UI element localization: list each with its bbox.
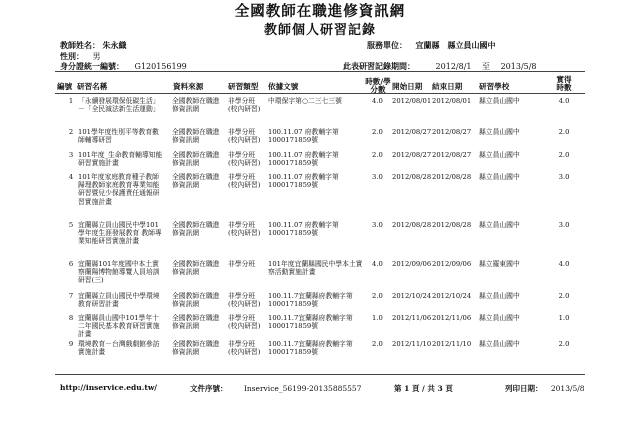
cell-end: 2012/10/24 — [432, 292, 472, 300]
header-start: 開始日期 — [392, 82, 423, 91]
document-subtitle: 教師個人研習記錄 — [263, 23, 376, 38]
cell-hours: 4.0 — [372, 97, 383, 105]
cell-type: 非學分班(校內研習) — [228, 292, 261, 309]
cell-start: 2012/09/06 — [392, 260, 432, 268]
cell-no: 4 — [68, 173, 74, 181]
cell-end: 2012/09/06 — [432, 260, 472, 268]
cell-type: 非學分班 — [228, 260, 256, 268]
cell-actual: 2.0 — [558, 151, 570, 159]
header-hours: 時數/學分數 — [365, 77, 391, 94]
cell-actual: 3.0 — [558, 173, 570, 181]
cell-course: 「永續發展環保低碳生活」－「全民減法新生活運動」 — [78, 97, 160, 114]
cell-source: 全國教師在職進修資訊網 — [172, 221, 220, 238]
cell-hours: 2.0 — [372, 151, 383, 159]
teacher-name-value: 朱永織 — [102, 40, 127, 50]
cell-type: 非學分班(校內研習) — [228, 151, 261, 168]
cell-hours: 2.0 — [372, 128, 383, 136]
cell-start: 2012/08/28 — [392, 173, 432, 181]
header-no: 編號 — [57, 82, 73, 91]
footer-print-value: 2013/5/8 — [550, 384, 585, 393]
cell-source: 全國教師在職進修資訊網 — [172, 314, 220, 331]
header-actual: 實得時數 — [556, 75, 572, 92]
cell-doc-no: 100.11.07 府教輔字第1000171859號 — [268, 151, 339, 168]
cell-end: 2012/08/27 — [432, 151, 472, 159]
period-to: 2013/5/8 — [500, 62, 537, 71]
gender-value: 男 — [92, 52, 101, 61]
cell-source: 全國教師在職進修資訊網 — [172, 173, 220, 190]
cell-hours: 1.0 — [372, 314, 383, 322]
header-source: 資料來源 — [173, 82, 204, 91]
cell-school: 縣立員山國中 — [479, 340, 520, 348]
cell-hours: 3.0 — [372, 173, 383, 181]
cell-hours: 2.0 — [372, 340, 383, 348]
cell-no: 3 — [68, 151, 74, 159]
cell-course: 101年度家庭教育種子教師歸理教師家庭教育專業知能研習暨兒少保護責任通報研習實施計畫 — [78, 173, 160, 206]
period-to-label: 至 — [482, 62, 491, 71]
cell-source: 全國教師在職進修資訊網 — [172, 128, 220, 145]
cell-start: 2012/10/24 — [392, 292, 432, 300]
cell-start: 2012/08/28 — [392, 221, 432, 229]
cell-type: 非學分班(校內研習) — [228, 173, 261, 190]
cell-course: 宜蘭縣員山國中101學年十二年國民基本教育研習實施計畫 — [78, 314, 160, 339]
footer-docno-value: Inservice_56199-20135885557 — [243, 384, 362, 393]
cell-course: 宜蘭縣101年度國中本土實察蘭陽博物館導覽人員培訓研習(三) — [78, 260, 160, 285]
cell-actual: 2.0 — [558, 292, 570, 300]
cell-type: 非學分班(校內研習) — [228, 221, 261, 238]
service-unit — [367, 40, 496, 51]
cell-doc-no: 100.11.7宜蘭縣府教輔字第1000171859號 — [268, 292, 353, 309]
cell-end: 2012/08/01 — [432, 97, 472, 105]
cell-end: 2012/08/28 — [432, 173, 472, 181]
cell-start: 2012/11/10 — [392, 340, 432, 348]
cell-school: 縣立員山國中 — [479, 292, 520, 300]
period-label: 此表研習記錄期間： — [343, 61, 415, 71]
cell-no: 8 — [68, 314, 74, 322]
cell-start: 2012/11/06 — [392, 314, 432, 322]
cell-school: 縣立員山國中 — [479, 128, 520, 136]
cell-source: 全國教師在職進修資訊網 — [172, 292, 220, 309]
cell-school: 縣立員山國中 — [479, 151, 520, 159]
cell-type: 非學分班(校內研習) — [228, 128, 261, 145]
cell-course: 環境教育－台灣戲劇館參訪實施計畫 — [78, 340, 160, 357]
cell-actual: 2.0 — [558, 340, 570, 348]
cell-doc-no: 101年度宜蘭縣國民中學本土實察活動實施計畫 — [268, 260, 363, 277]
cell-actual: 3.0 — [558, 221, 570, 229]
header-end: 結束日期 — [432, 82, 463, 91]
cell-actual: 4.0 — [558, 260, 570, 268]
cell-start: 2012/08/27 — [392, 151, 432, 159]
footer-url: http://inservice.edu.tw/ — [60, 383, 158, 392]
gender-label: 性別： — [60, 51, 84, 61]
cell-doc-no: 100.11.7宜蘭縣府教輔字第1000171859號 — [268, 340, 353, 357]
cell-start: 2012/08/01 — [392, 97, 432, 105]
cell-hours: 2.0 — [372, 292, 383, 300]
cell-no: 9 — [68, 340, 74, 348]
cell-start: 2012/08/27 — [392, 128, 432, 136]
cell-school: 縣立羅東國中 — [479, 260, 520, 268]
cell-doc-no: 100.11.07 府教輔字第1000171859號 — [268, 173, 339, 190]
cell-no: 1 — [68, 97, 74, 105]
cell-type: 非學分班(校內研習) — [228, 314, 261, 331]
footer-docno — [190, 383, 361, 394]
cell-school: 縣立員山國中 — [479, 314, 520, 322]
cell-type: 非學分班(校內研習) — [228, 97, 261, 114]
service-unit-value: 宜蘭縣 縣立員山國中 — [415, 40, 496, 50]
cell-doc-no: 100.11.7宜蘭縣府教輔字第1000171859號 — [268, 314, 353, 331]
cell-course: 101學年度性別平等教育數師輔導研習 — [78, 128, 159, 145]
header-course: 研習名稱 — [77, 82, 108, 91]
cell-actual: 1.0 — [558, 314, 570, 322]
cell-no: 7 — [68, 292, 74, 300]
cell-school: 縣立員山國中 — [479, 97, 520, 105]
teacher-name-label: 教師姓名： — [60, 40, 100, 50]
footer-print-label: 列印日期： — [505, 384, 543, 393]
footer-print-date — [505, 383, 585, 394]
cell-no: 2 — [68, 128, 74, 136]
header-school: 研習學校 — [479, 82, 510, 91]
id-label: 身分證統一編號： — [60, 61, 124, 71]
cell-course: 101年度_生命教育輔導知能研習實施計畫 — [78, 151, 163, 168]
cell-course: 宜蘭縣立員山國民中學環境教育研習計畫 — [78, 292, 160, 309]
divider-header — [55, 93, 585, 94]
cell-source: 全國教師在職進修資訊網 — [172, 97, 220, 114]
cell-end: 2012/08/27 — [432, 128, 472, 136]
cell-hours: 4.0 — [372, 260, 383, 268]
cell-no: 6 — [68, 260, 74, 268]
cell-end: 2012/11/10 — [432, 340, 472, 348]
footer-docno-label: 文件序號： — [190, 384, 228, 393]
divider-bottom — [55, 374, 585, 375]
divider-top — [55, 71, 585, 72]
document-title: 全國教師在職進修資訊網 — [234, 3, 406, 20]
header-type: 研習類型 — [228, 82, 259, 91]
cell-no: 5 — [68, 221, 74, 229]
cell-end: 2012/08/28 — [432, 221, 472, 229]
cell-doc-no: 100.11.07 府教輔字第1000171859號 — [268, 128, 339, 145]
cell-hours: 3.0 — [372, 221, 383, 229]
cell-source: 全國教師在職進修資訊網 — [172, 340, 220, 357]
cell-source: 全國教師在職進修資訊網 — [172, 260, 220, 277]
footer-page: 第 1 頁 / 共 3 頁 — [394, 384, 453, 393]
cell-doc-no: 100.11.07 府教輔字第1000171859號 — [268, 221, 339, 238]
id-value: G120156199 — [134, 62, 187, 71]
cell-school: 縣立員山國中 — [479, 221, 520, 229]
cell-actual: 4.0 — [558, 97, 570, 105]
cell-course: 宜蘭縣立員山國民中學101學年度生涯發展教育 教師專業知能研習實施計畫 — [78, 221, 162, 246]
cell-school: 縣立員山國中 — [479, 173, 520, 181]
service-unit-label: 服務單位： — [367, 40, 407, 50]
period-from: 2012/8/1 — [435, 62, 472, 71]
teacher-name — [60, 40, 127, 51]
cell-doc-no: 中環保字第○二三七三號 — [268, 97, 342, 105]
cell-end: 2012/11/06 — [432, 314, 472, 322]
cell-actual: 2.0 — [558, 128, 570, 136]
cell-type: 非學分班(校內研習) — [228, 340, 261, 357]
header-docno: 依據文號 — [268, 82, 299, 91]
cell-source: 全國教師在職進修資訊網 — [172, 151, 220, 168]
